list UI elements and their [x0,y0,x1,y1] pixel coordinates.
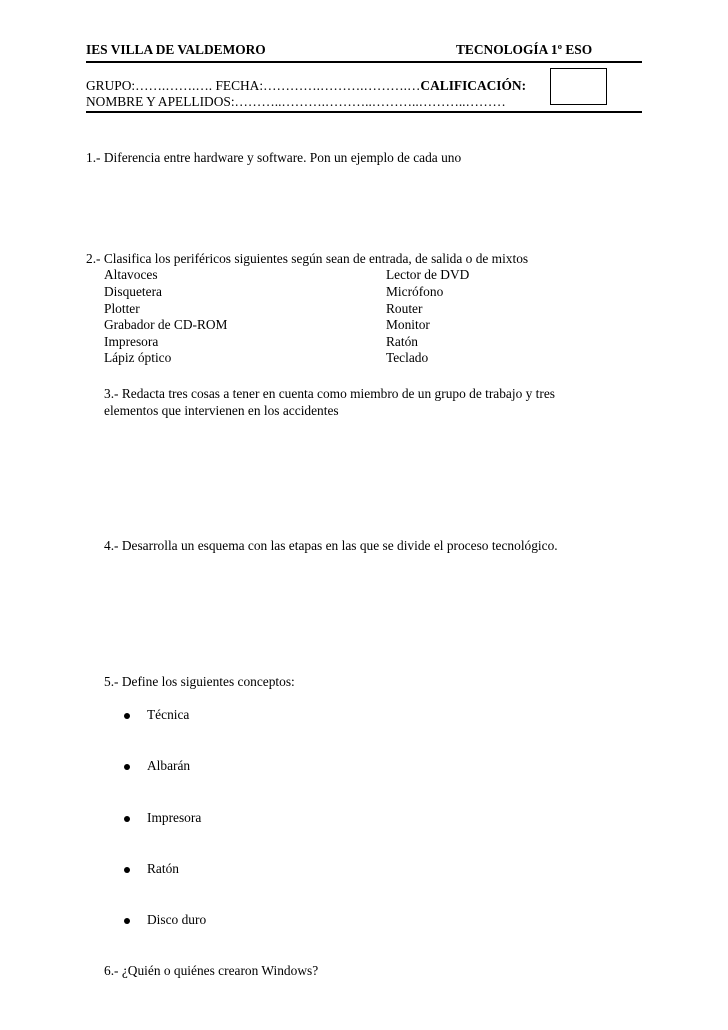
question-4: 4.- Desarrolla un esquema con las etapas en las que se divide el proceso tecnológico. [104,538,558,553]
peripheral-right-3: Router [386,301,423,316]
question-3-line-2: elementos que intervienen en los accidentes [104,403,339,418]
question-5: 5.- Define los siguientes conceptos: [104,674,295,689]
peripheral-left-4: Grabador de CD-ROM [104,317,228,332]
bullet-icon [124,816,130,822]
concept-item-2: Albarán [147,758,191,773]
subject-title: TECNOLOGÍA 1º ESO [456,42,593,57]
peripheral-right-6: Teclado [386,350,429,365]
grupo-fecha-line [86,78,526,94]
header-rule-top [86,61,642,63]
question-1: 1.- Diferencia entre hardware y software. Pon un ejemplo de cada uno [86,150,462,165]
concept-item-4: Ratón [147,861,179,876]
bullet-icon [124,764,130,770]
peripheral-left-5: Impresora [104,334,159,349]
concept-item-1: Técnica [147,707,190,722]
school-name: IES VILLA DE VALDEMORO [86,42,266,57]
calificacion-label: CALIFICACIÓN: [420,78,527,93]
peripheral-left-3: Plotter [104,301,140,316]
peripheral-left-1: Altavoces [104,267,158,282]
peripheral-right-2: Micrófono [386,284,444,299]
peripheral-right-1: Lector de DVD [386,267,470,282]
peripheral-right-4: Monitor [386,317,430,332]
peripheral-left-2: Disquetera [104,284,163,299]
bullet-icon [124,918,130,924]
peripheral-left-6: Lápiz óptico [104,350,172,365]
bullet-icon [124,867,130,873]
peripheral-right-5: Ratón [386,334,418,349]
grade-box[interactable] [550,68,607,105]
question-2: 2.- Clasifica los periféricos siguientes según sean de entrada, de salida o de mixtos [86,251,529,266]
nombre-field[interactable]: NOMBRE Y APELLIDOS:………..……….………..………..………..……… [86,94,506,109]
question-3-line-1: 3.- Redacta tres cosas a tener en cuenta como miembro de un grupo de trabajo y tres [104,386,556,401]
concept-item-5: Disco duro [147,912,207,927]
concept-item-3: Impresora [147,810,202,825]
header-rule-bottom [86,111,642,113]
grupo-fecha-field[interactable]: GRUPO:…….…….…. FECHA:………….……….……….… [86,78,421,93]
bullet-icon [124,713,130,719]
question-6: 6.- ¿Quién o quiénes crearon Windows? [104,963,319,978]
